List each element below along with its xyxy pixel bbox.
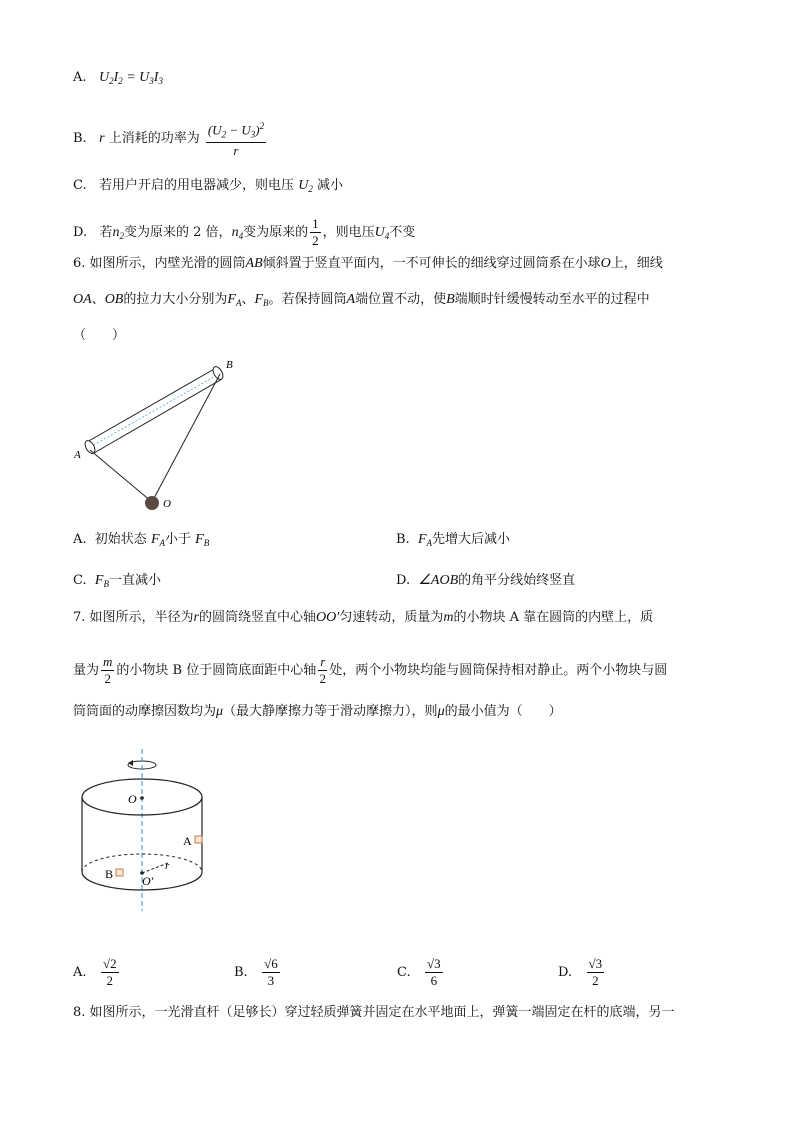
q7-symbol-r: r [193,610,199,625]
q5-option-d-text-1: 若 [99,225,113,240]
q6-symbol-ob: OB [104,292,124,307]
q5-option-c-label: C. [73,178,87,193]
q7-mass-fraction: $\frac{m}{2}$ [103,654,113,686]
q6-option-c-label: C. [73,573,87,588]
q6-option-c-fb: $F_B$ [94,573,109,589]
q5-half-fraction: $\frac{1}{2}$ [312,216,319,248]
q6-option-b-label: B. [396,532,410,547]
q7-stem-line-2 [73,654,667,687]
q8-stem-line-1 [73,1003,675,1023]
q6-symbol-fa: $F_A$ [227,292,242,308]
q6-tube-axis [90,374,219,447]
q7-option-d [558,956,606,989]
q6-tube-edge-upper [87,368,216,442]
q5-symbol-u2: $U_2$ [298,178,313,194]
q7-label-o-prime: O′ [142,874,154,888]
q6-option-d-label: D. [396,573,411,588]
q6-option-d [396,571,575,591]
q7-symbol-mu-1: μ [216,704,224,719]
q5-option-d-text-3: 变为原来的 [243,225,309,240]
q6-label-o: O [163,498,171,510]
q7-stem-text-7: 处，两个小物块均能与圆筒保持相对静止。两个小物块与圆 [329,663,668,678]
q6-option-b-fa: $F_A$ [417,532,433,548]
q6-string-oa [90,450,152,502]
q6-stem-text-7: 。若保持圆筒 [268,292,347,307]
q5-option-b-text: 上消耗的功率为 [108,131,200,147]
q7-symbol-m: m [443,610,454,625]
q6-option-a-fb: $F_B$ [195,532,210,548]
q7-radius-fraction: $\frac{r}{2}$ [319,654,327,686]
q5-option-d-label: D. [73,225,88,240]
q6-option-c-text: 一直减小 [108,573,161,588]
q6-option-d-angle: ∠AOB [418,573,459,588]
q5-option-a [73,68,163,91]
q6-option-d-text: 的角平分线始终竖直 [458,573,576,588]
q7-stem-text-4: 的小物块 A 靠在圆筒的内壁上，质 [453,610,654,625]
q5-symbol-u4: $U_4$ [374,225,390,241]
q5-symbol-n4: $n_4$ [231,225,244,241]
q7-stem-text-1: 7. 如图所示，半径为 [73,610,194,625]
q6-tube-figure [70,350,270,520]
q6-symbol-oa: OA [73,292,92,307]
q7-option-a-label: A. [73,965,87,980]
q6-symbol-b: B [446,292,455,307]
q7-option-a [73,956,121,989]
q6-option-a-label: A. [73,532,87,547]
q7-block-b [116,869,123,876]
q7-label-r: r [165,860,170,872]
q7-stem-line-3 [73,702,562,722]
q7-label-b: B [105,867,114,881]
q7-symbol-mu-2: μ [437,704,445,719]
q7-stem-text-2: 的圆筒绕竖直中心轴 [199,610,317,625]
q6-symbol-fb: $F_B$ [254,292,269,308]
q7-arrowhead-icon [128,760,133,766]
q5-option-c [73,176,343,199]
q5-option-b [73,118,268,159]
q6-stem-text-3: 上，细线 [610,256,663,271]
q6-label-b: B [226,359,233,371]
q5-option-a-equation: $U_2I_2 = U_3I_3$ [98,70,163,86]
q7-block-a [195,836,202,843]
q7-option-b-label: B. [234,965,248,980]
q7-option-c [397,956,445,989]
q8-stem-text-1: 8. 如图所示，一光滑直杆（足够长）穿过轻质弹簧并固定在水平地面上，弹簧一端固定在杆的底端，另一 [73,1005,675,1020]
q5-option-d [73,216,415,249]
q6-symbol-ab: AB [245,256,263,271]
q7-stem-line-1 [73,608,653,628]
q7-option-c-value: $\frac{√3}{6}$ [427,956,441,988]
q7-option-d-label: D. [558,965,573,980]
q5-option-d-text-2: 变为原来的 2 倍， [124,225,232,240]
q5-symbol-n2: $n_2$ [112,225,125,241]
q6-string-ob [152,374,220,502]
q5-option-d-text-5: 不变 [389,225,416,240]
q7-center-o [140,796,144,800]
q6-ball [145,496,159,510]
q6-option-b [396,530,510,553]
q6-stem-text-1: 6. 如图所示，内壁光滑的圆筒 [73,256,246,271]
q6-stem-line-2 [73,290,650,313]
q7-option-b [234,956,282,989]
q6-stem-text-6: 、 [241,292,255,307]
q7-stem-text-3: 匀速转动，质量为 [339,610,444,625]
q6-symbol-o: O [600,256,611,271]
q7-option-a-value: $\frac{√2}{2}$ [102,956,117,988]
q6-stem-text-2: 倾斜置于竖直平面内，一不可伸长的细线穿过圆筒系在小球 [262,256,601,271]
q7-stem-text-5: 量为 [73,663,100,678]
q6-label-a: A [74,449,81,461]
q6-tube-edge-lower [94,379,222,453]
q5-option-d-text-4: ，则电压 [322,225,375,240]
q6-stem-text-9: 端顺时针缓慢转动至水平的过程中 [454,292,650,307]
q7-option-d-value: $\frac{√3}{2}$ [588,956,603,988]
q6-option-a-fa: $F_A$ [150,532,166,548]
q7-label-o: O [128,792,137,806]
q5-symbol-r: r [99,131,105,147]
q6-stem-text-8: 端位置不动，使 [355,292,447,307]
q6-option-c [73,571,161,594]
q6-stem-text-4: 、 [91,292,105,307]
q7-stem-text-8: 筒筒面的动摩擦因数均为 [73,704,217,719]
q6-answer-bracket: （ ） [73,328,126,343]
q6-option-a [73,530,209,553]
q6-option-b-text: 先增大后减小 [432,532,511,547]
q5-option-a-label: A. [73,70,87,85]
q5-option-b-label: B. [73,131,87,147]
q7-cylinder-figure [76,745,216,915]
q6-option-a-mid: 小于 [165,532,192,547]
q5-option-c-text: 若用户开启的用电器减少，则电压 [99,178,295,193]
q5-option-c-tail: 减小 [316,178,343,193]
q6-stem-text-5: 的拉力大小分别为 [123,292,228,307]
q7-option-b-value: $\frac{√6}{3}$ [264,956,278,988]
q6-symbol-a: A [346,292,356,307]
q7-stem-text-6: 的小物块 B 位于圆筒底面距中心轴 [116,663,317,678]
q6-stem-line-3 [73,326,125,346]
q7-option-c-label: C. [397,965,411,980]
q7-stem-text-9: （最大静摩擦力等于滑动摩擦力），则 [223,704,438,719]
q7-label-a: A [183,834,192,848]
q7-symbol-oo: OO′ [316,610,340,625]
q6-stem-line-1 [73,254,663,274]
q5-power-fraction: $\frac{(U_2 - U_3)^2}{r}$ [206,118,266,159]
q7-stem-text-10: 的最小值为（ ） [444,704,562,719]
q6-option-a-text: 初始状态 [94,532,147,547]
